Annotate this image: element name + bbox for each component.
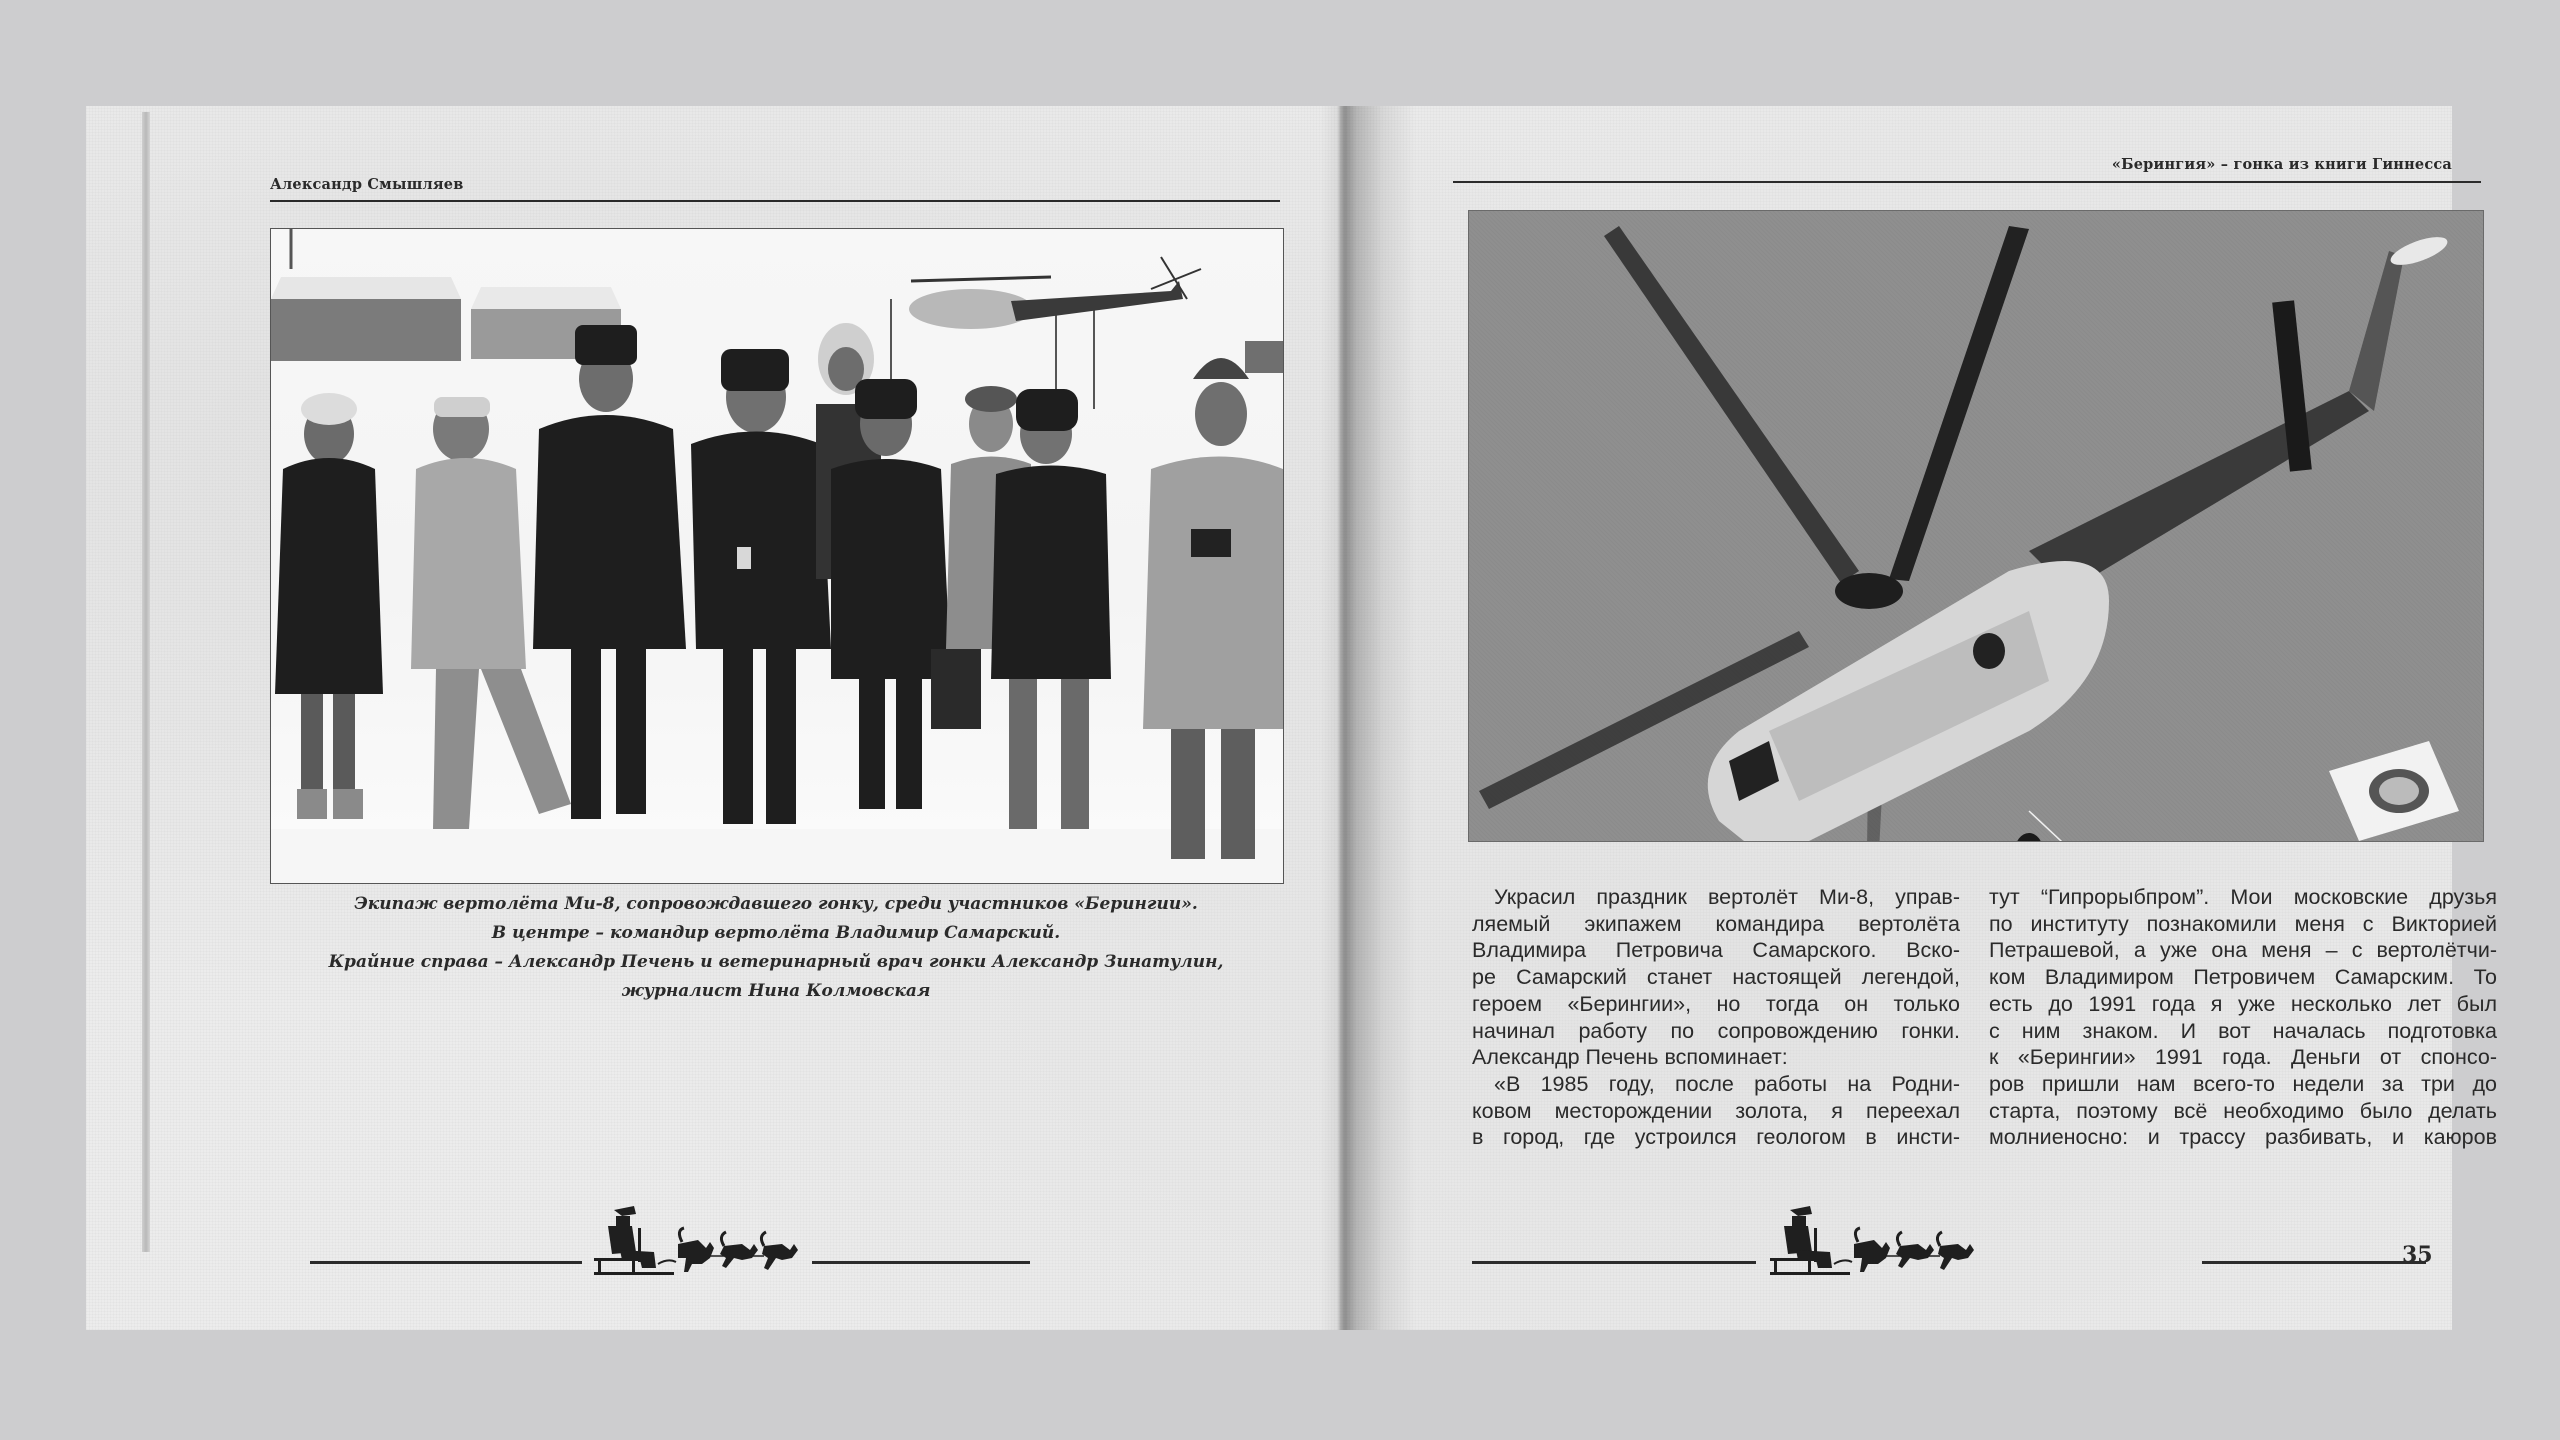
text-line: ковом месторождении золота, я переехал bbox=[1472, 1098, 1960, 1123]
text-line: тут “Гипрорыбпром”. Мои московские друзья bbox=[1989, 885, 2497, 909]
text-line: к «Берингии» 1991 года. Деньги от спонсо- bbox=[1989, 1045, 2497, 1070]
text-line: Владимира Петровича Самарского. Вско- bbox=[1472, 938, 1960, 963]
helicopter-illustration bbox=[1469, 211, 2483, 841]
caption-line: журналист Нина Колмовская bbox=[621, 981, 931, 1001]
text-column-2 bbox=[1989, 884, 2497, 1151]
text-line: ляемый экипажем командира вертолёта bbox=[1472, 911, 1960, 936]
helicopter-photo bbox=[1468, 210, 2484, 842]
footer-rule-left bbox=[1472, 1261, 1756, 1264]
header-rule bbox=[270, 200, 1280, 202]
caption-line: В центре – командир вертолёта Владимир Самарский. bbox=[491, 923, 1061, 943]
right-page bbox=[1336, 106, 2497, 1330]
caption-line: Крайние справа – Александр Печень и ветеринарный врач гонки Александр Зинатулин, bbox=[328, 952, 1224, 972]
text-line: по институту познакомили меня с Викторией bbox=[1989, 911, 2497, 936]
photo-caption bbox=[270, 890, 1282, 1006]
text-line: Украсил праздник вертолёт Ми-8, управ- bbox=[1494, 885, 1960, 909]
left-page bbox=[86, 106, 1336, 1330]
text-line: «В 1985 году, после работы на Родни- bbox=[1494, 1071, 1960, 1096]
text-line: в город, где устроился геологом в инсти- bbox=[1472, 1125, 1960, 1150]
text-line: старта, поэтому всё необходимо было делать bbox=[1989, 1098, 2497, 1123]
header-rule bbox=[1453, 181, 2481, 183]
text-line: есть до 1991 года я уже несколько лет был bbox=[1989, 991, 2497, 1016]
running-head-title: «Берингия» – гонка из книги Гиннесса bbox=[2111, 156, 2452, 173]
text-line: ком Владимиром Петровичем Самарским. То bbox=[1989, 965, 2497, 990]
text-line: ров пришли нам всего-то недели за три до bbox=[1989, 1071, 2497, 1096]
text-line: героем «Берингии», но тогда он только bbox=[1472, 991, 1960, 1016]
page-number: 35 bbox=[2402, 1242, 2433, 1268]
text-line: начинал работу по сопровождению гонки. bbox=[1472, 1018, 1960, 1043]
dog-sled-icon bbox=[592, 1202, 800, 1282]
dog-sled-icon bbox=[1768, 1202, 1976, 1282]
text-column-1 bbox=[1472, 884, 1960, 1151]
text-line: Петрашевой, а уже она меня – с вертолётчи- bbox=[1989, 938, 2497, 963]
group-photo bbox=[270, 228, 1284, 884]
footer-rule-left bbox=[310, 1261, 582, 1264]
caption-line: Экипаж вертолёта Ми-8, сопровождавшего гонку, среди участников «Берингии». bbox=[354, 894, 1198, 914]
footer-rule-right bbox=[2202, 1261, 2426, 1264]
group-photo-illustration bbox=[271, 229, 1283, 883]
binding-strip bbox=[142, 112, 150, 1252]
running-head-author: Александр Смышляев bbox=[270, 176, 464, 193]
text-line: ре Самарский станет настоящей легендой, bbox=[1472, 965, 1960, 990]
text-line: с ним знаком. И вот началась подготовка bbox=[1989, 1018, 2497, 1043]
footer-rule-right bbox=[812, 1261, 1030, 1264]
text-line: молниеносно: и трассу разбивать, и каюров bbox=[1989, 1125, 2497, 1150]
book-spread bbox=[86, 106, 2497, 1330]
text-line: Александр Печень вспоминает: bbox=[1472, 1045, 1788, 1070]
